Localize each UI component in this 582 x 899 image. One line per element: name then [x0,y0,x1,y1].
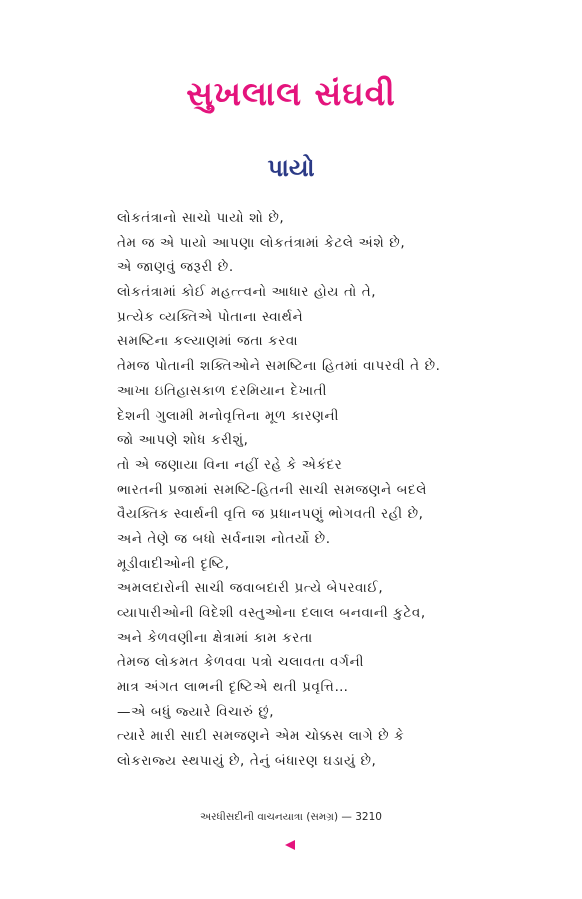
poem-line: અમલદારોની સાચી જવાબદારી પ્રત્યે બેપરવાઈ, [117,580,384,597]
poem-line: દેશની ગુલામી મનોવૃત્તિના મૂળ કારણની [117,407,340,424]
poem-line: આખા ઇતિહાસકાળ દરમિયાન દેખાતી [117,382,328,399]
poem-line: ભારતની પ્રજામાં સમષ્ટિ-હિતની સાચી સમજણને બદલે [117,481,428,498]
poem-line: લોકતંત્રામાં કોઈ મહત્ત્વનો આધાર હોય તો તે, [117,284,377,301]
poem-line: અને કેળવણીના ક્ષેત્રામાં કામ કરતા [117,629,313,646]
poem-line: તેમજ લોકમત કેળવવા પત્રો ચલાવતા વર્ગની [117,654,365,671]
poem-line: પ્રત્યેક વ્યક્તિએ પોતાના સ્વાર્થને [117,308,304,325]
poem-line: તેમ જ એ પાયો આપણા લોકતંત્રામાં કેટલે અંશે છે, [117,234,406,251]
poem-body [117,206,557,774]
poem-line: માત્ર અંગત લાભની દૃષ્ટિએ થતી પ્રવૃત્તિ… [117,679,349,696]
poem-line: વૈયક્તિક સ્વાર્થની વૃત્તિ જ પ્રધાનપણું ભોગવતી રહી છે, [117,506,424,523]
poem-line: વ્યાપારીઓની વિદેશી વસ્તુઓના દલાલ બનવાની કુટેવ, [117,605,426,621]
poem-line: લોકરાજ્ય સ્થપાયું છે, તેનું બંધારણ ઘડાયું છે, [117,753,377,770]
poem-line: જો આપણે શોધ કરીશું, [117,432,249,449]
poem-line: ત્યારે મારી સાદી સમજણને એમ ચોક્કસ લાગે છે કે [117,728,405,745]
poem-line: —એ બધું જ્યારે વિચારું છું, [117,703,275,720]
poem-line: એ જાણવું જરૂરી છે. [117,259,234,276]
poem-title: પાયો [267,154,315,182]
page-footer: અરધીસદીની વાચનયાત્રા (સમગ્ર) — 3210 [200,811,382,823]
poem-line: તો એ જણાયા વિના નહીં રહે કે એકંદર [117,456,343,473]
poem-line: સમષ્ટિના કલ્યાણમાં જતા કરવા [117,333,299,350]
previous-page-button[interactable] [283,838,297,852]
author-name: સુખલાલ સંઘવી [186,74,396,113]
poem-line: મૂડીવાદીઓની દૃષ્ટિ, [117,555,230,572]
poem-line: તેમજ પોતાની શક્તિઓને સમષ્ટિના હિતમાં વાપરવી તે છે. [117,358,441,375]
poem-line: લોકતંત્રાનો સાચો પાયો શો છે, [117,210,285,226]
triangle-left-icon [283,838,297,852]
poem-line: અને તેણે જ બધો સર્વનાશ નોતર્યો છે. [117,530,331,547]
